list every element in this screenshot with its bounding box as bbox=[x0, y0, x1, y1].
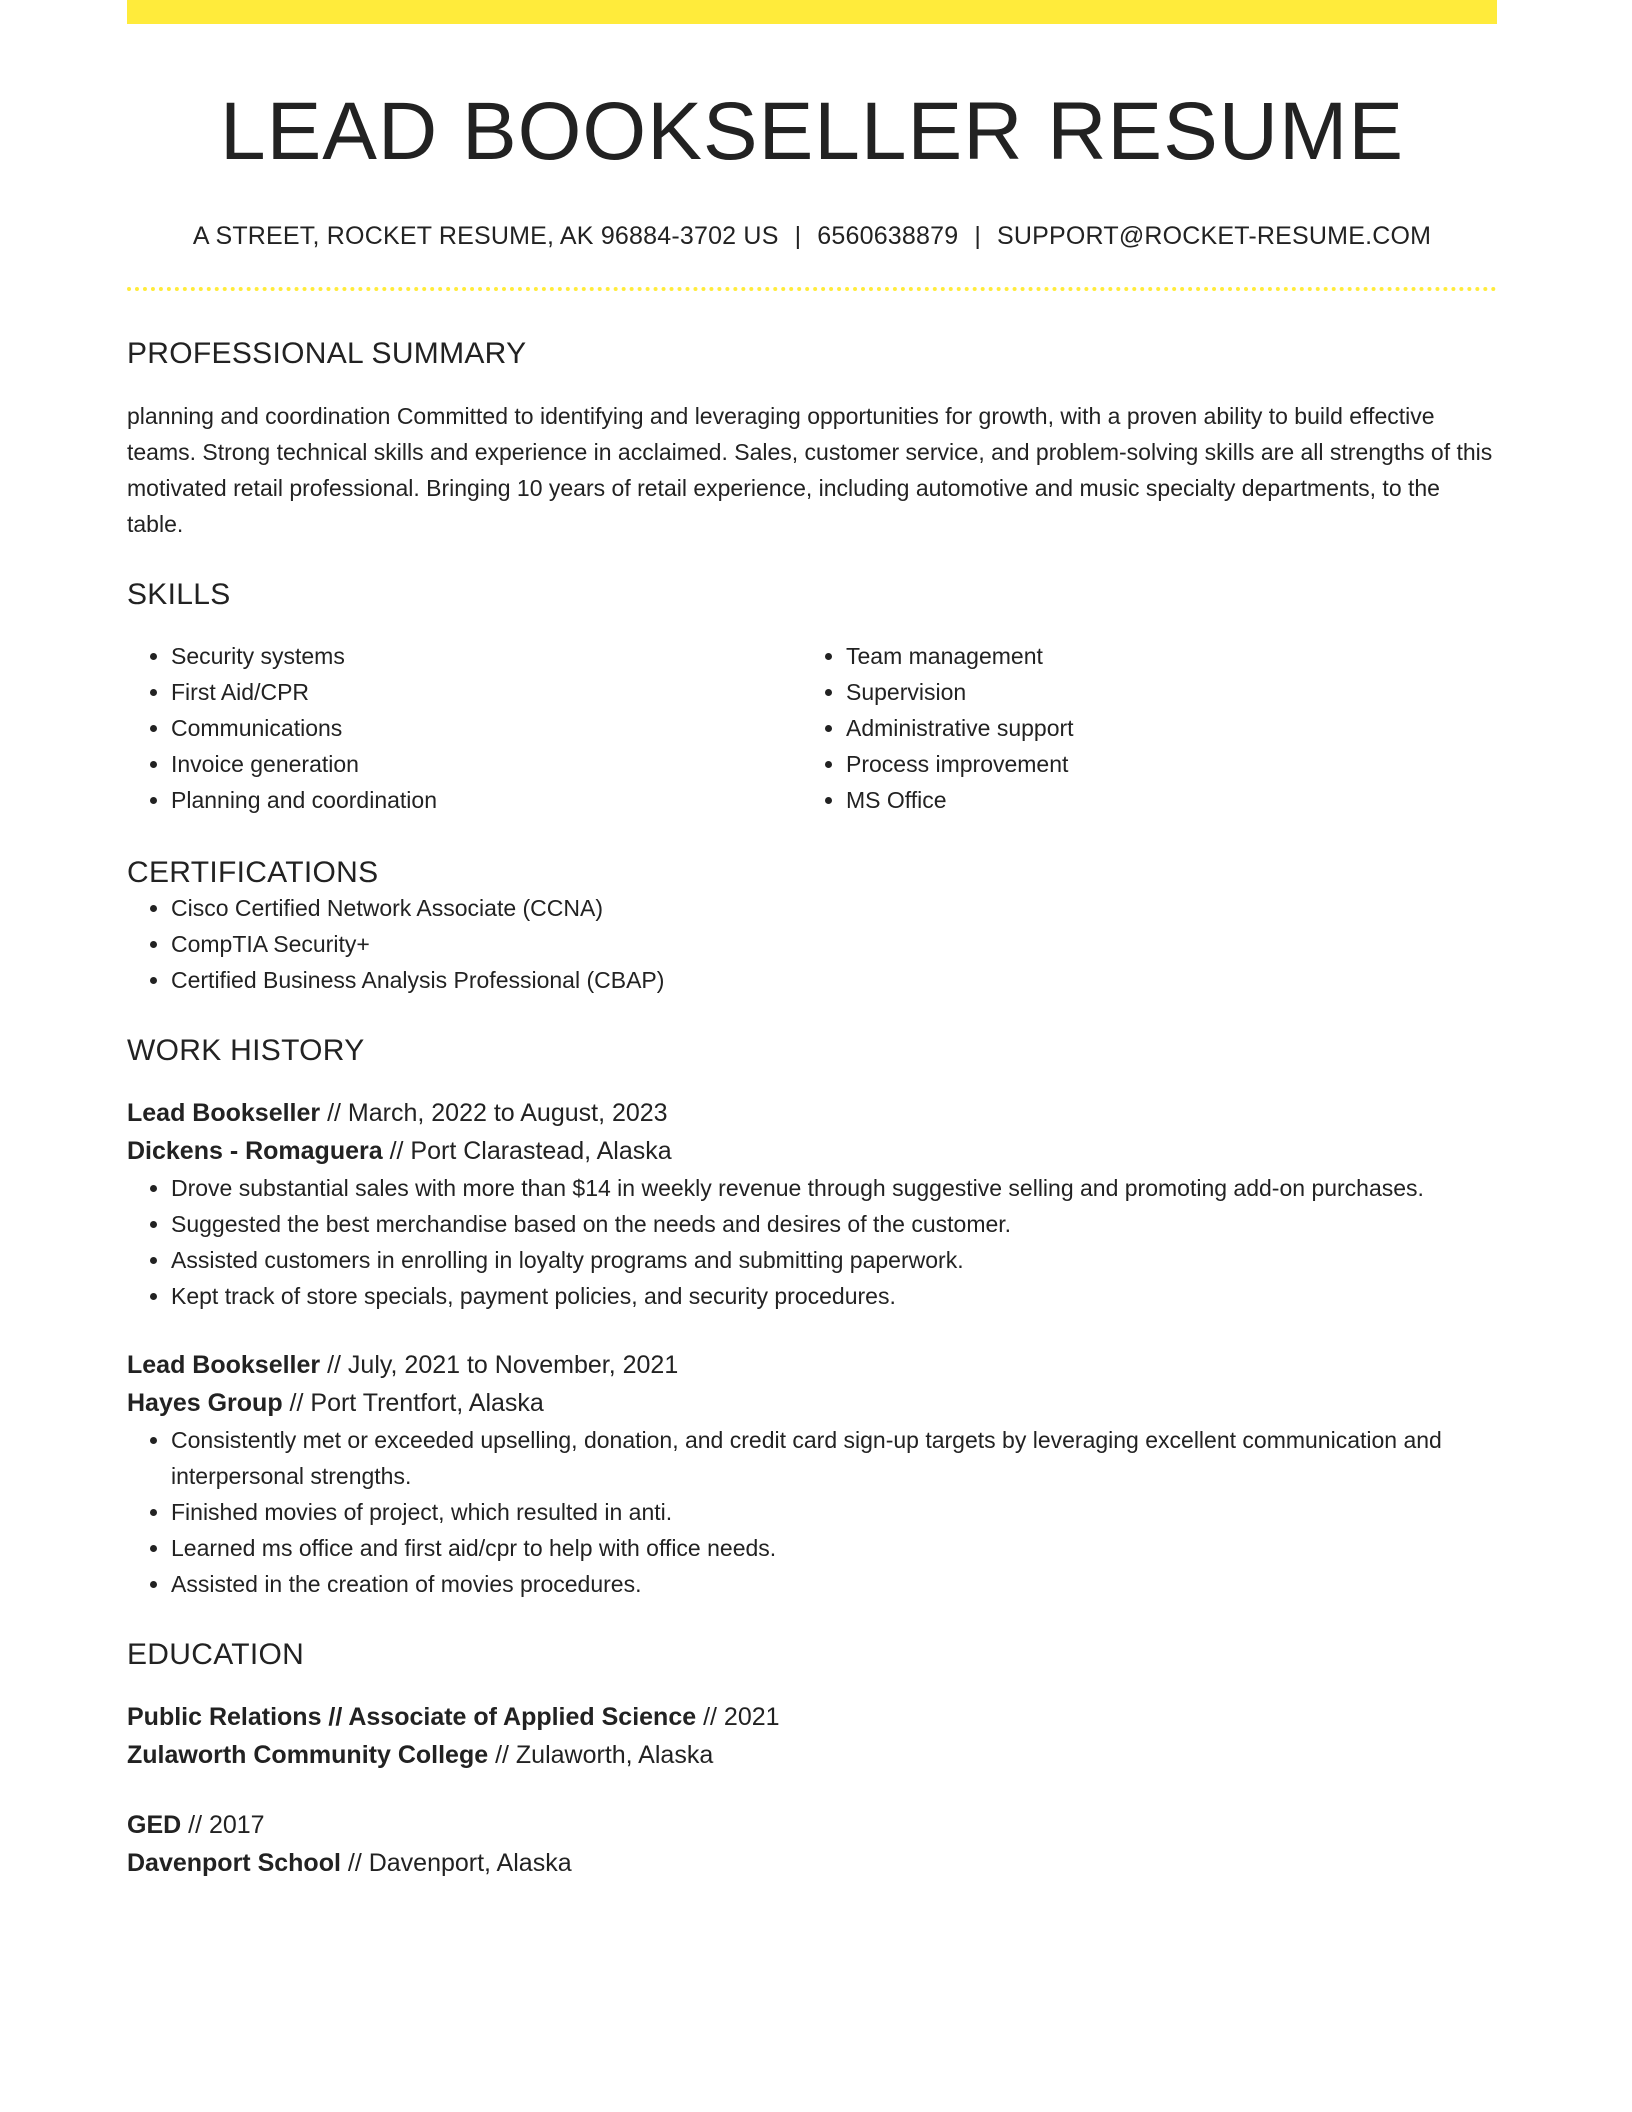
summary-text: planning and coordination Committed to identifying and leveraging opportunities for growth, with a proven ability to build effective teams. Strong technical skills and experience in acclaimed. Sales, customer service, and problem-solving skills are all strengths of this motivated retail professional. Bringing 10 years of retail experience, including automotive and music specialty departments, to the table. bbox=[127, 402, 1493, 537]
job-duty: • Drove substantial sales with more than $14 in weekly revenue through suggestive selling and promoting add-on purchases. bbox=[171, 1170, 1497, 1206]
skill-item: • Communications bbox=[171, 710, 802, 746]
skills-heading: SKILLS bbox=[127, 577, 231, 611]
resume-title: LEAD BOOKSELLER RESUME bbox=[219, 86, 1405, 177]
education-degree: GED bbox=[127, 1810, 182, 1839]
education-school: Davenport School bbox=[127, 1848, 341, 1877]
job-duty: • Suggested the best merchandise based on the needs and desires of the customer. bbox=[171, 1206, 1497, 1242]
job-company: Dickens - Romaguera bbox=[127, 1136, 383, 1165]
skills-list-left bbox=[127, 638, 802, 818]
job-location: // Port Clarastead, Alaska bbox=[382, 1136, 672, 1165]
job-title-line bbox=[127, 1094, 1497, 1132]
education-school-line bbox=[127, 1736, 1497, 1774]
skill-item: • Administrative support bbox=[846, 710, 1477, 746]
skills-columns bbox=[127, 638, 1497, 818]
certification-item: • Certified Business Analysis Professional (CBAP) bbox=[171, 962, 1497, 998]
skill-item: • Security systems bbox=[171, 638, 802, 674]
skill-item: • Supervision bbox=[846, 674, 1477, 710]
education-entry bbox=[127, 1806, 1497, 1882]
certification-item: • Cisco Certified Network Associate (CCNA) bbox=[171, 890, 1497, 926]
skills-list-right bbox=[802, 638, 1477, 818]
skill-item: • Team management bbox=[846, 638, 1477, 674]
job-dates: // March, 2022 to August, 2023 bbox=[320, 1098, 668, 1127]
top-accent-bar bbox=[127, 0, 1497, 24]
contact-address: A STREET, ROCKET RESUME, AK 96884-3702 US bbox=[192, 221, 779, 250]
contact-separator: | bbox=[974, 221, 982, 250]
job-duties-list bbox=[127, 1170, 1497, 1314]
skill-item: • Planning and coordination bbox=[171, 782, 802, 818]
education-degree: Public Relations // Associate of Applied Science bbox=[127, 1702, 697, 1731]
job-duty: • Assisted in the creation of movies procedures. bbox=[171, 1566, 1497, 1602]
education-entry bbox=[127, 1698, 1497, 1774]
contact-email: SUPPORT@ROCKET-RESUME.COM bbox=[997, 221, 1432, 250]
education-heading: EDUCATION bbox=[127, 1637, 305, 1671]
job-entry bbox=[127, 1094, 1497, 1314]
certifications-list bbox=[127, 890, 1497, 998]
education-year: // 2017 bbox=[181, 1810, 265, 1839]
job-dates: // July, 2021 to November, 2021 bbox=[320, 1350, 679, 1379]
job-role: Lead Bookseller bbox=[127, 1350, 321, 1379]
job-duty: • Learned ms office and first aid/cpr to help with office needs. bbox=[171, 1530, 1497, 1566]
education-degree-line bbox=[127, 1698, 1497, 1736]
education-school: Zulaworth Community College bbox=[127, 1740, 489, 1769]
summary-heading: PROFESSIONAL SUMMARY bbox=[127, 336, 527, 370]
education-location: // Zulaworth, Alaska bbox=[488, 1740, 714, 1769]
job-role: Lead Bookseller bbox=[127, 1098, 321, 1127]
education-location: // Davenport, Alaska bbox=[340, 1848, 572, 1877]
job-duty: • Assisted customers in enrolling in loyalty programs and submitting paperwork. bbox=[171, 1242, 1497, 1278]
job-title-line bbox=[127, 1346, 1497, 1384]
contact-line bbox=[127, 222, 1497, 251]
certification-item: • CompTIA Security+ bbox=[171, 926, 1497, 962]
skill-item: • Process improvement bbox=[846, 746, 1477, 782]
skill-item: • Invoice generation bbox=[171, 746, 802, 782]
job-entry bbox=[127, 1346, 1497, 1602]
education-year: // 2021 bbox=[696, 1702, 780, 1731]
contact-separator: | bbox=[794, 221, 802, 250]
contact-phone: 6560638879 bbox=[817, 221, 959, 250]
job-company-line bbox=[127, 1132, 1497, 1170]
work-history-heading: WORK HISTORY bbox=[127, 1033, 365, 1067]
job-duty: • Consistently met or exceeded upselling, donation, and credit card sign-up targets by leveraging excellent communication and interpersonal strengths. bbox=[171, 1422, 1497, 1494]
certifications-heading: CERTIFICATIONS bbox=[127, 855, 379, 889]
education-school-line bbox=[127, 1844, 1497, 1882]
job-company: Hayes Group bbox=[127, 1388, 283, 1417]
job-company-line bbox=[127, 1384, 1497, 1422]
job-duties-list bbox=[127, 1422, 1497, 1602]
skill-item: • First Aid/CPR bbox=[171, 674, 802, 710]
job-duty: • Finished movies of project, which resulted in anti. bbox=[171, 1494, 1497, 1530]
job-location: // Port Trentfort, Alaska bbox=[282, 1388, 544, 1417]
job-duty: • Kept track of store specials, payment policies, and security procedures. bbox=[171, 1278, 1497, 1314]
dotted-divider bbox=[127, 287, 1497, 291]
education-degree-line bbox=[127, 1806, 1497, 1844]
skill-item: • MS Office bbox=[846, 782, 1477, 818]
resume-page bbox=[127, 0, 1497, 1882]
